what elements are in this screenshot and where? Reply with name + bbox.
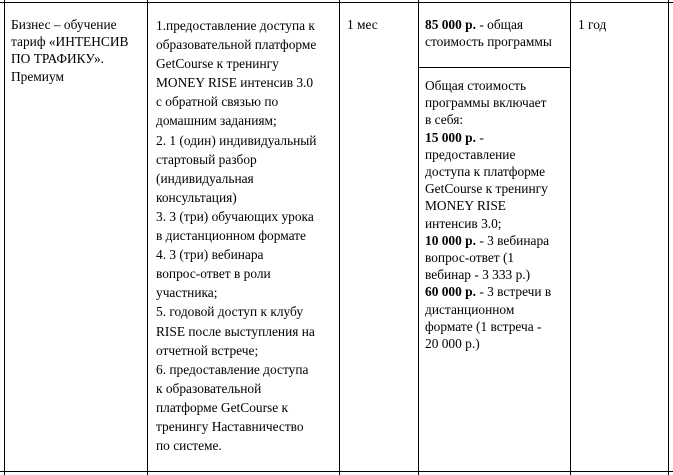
description-line: в дистанционном формате [156, 228, 306, 244]
description-line: 1.предоставление доступа к [156, 18, 315, 33]
description-line: 4. 3 (три) вебинара [156, 247, 264, 263]
total-price-label: - общая [475, 17, 524, 32]
description-line: участника; [156, 285, 218, 301]
breakdown-item-heading [425, 232, 551, 249]
tariff-name-line: Премиум [11, 68, 64, 84]
total-price-cell [425, 16, 552, 50]
tariff-name-line: Бизнес – обучение [11, 17, 117, 32]
table-top-border [0, 2, 673, 3]
duration-cell [347, 16, 378, 33]
description-line: RISE после выступления на [156, 323, 315, 339]
total-price-line [425, 16, 552, 33]
breakdown-item-heading [425, 283, 551, 300]
description-line: (индивидуальная [156, 170, 254, 186]
column-border [339, 0, 340, 475]
breakdown-line: вебинар - 3 333 р.) [425, 267, 531, 283]
breakdown-text: - 3 вебинара [475, 232, 550, 248]
tariff-name-cell [11, 16, 128, 85]
total-price-label-line: стоимость программы [425, 34, 552, 50]
price-breakdown-cell [425, 77, 551, 352]
description-line: с обратной связью по [156, 94, 279, 110]
breakdown-intro-line: программы включает [425, 95, 547, 111]
description-line: отчетной встрече; [156, 342, 259, 358]
tariff-name-line: тариф «ИНТЕНСИВ [11, 34, 129, 50]
description-line: 2. 1 (один) индивидуальный [156, 132, 317, 148]
term-value: 1 год [578, 17, 607, 32]
description-line: консультация) [156, 189, 237, 205]
description-line: стартовый разбор [156, 151, 257, 167]
breakdown-line: дистанционном [425, 301, 515, 317]
breakdown-line: MONEY RISE [425, 198, 506, 214]
breakdown-amount: 15 000 р. [425, 129, 476, 145]
duration-value: 1 мес [347, 17, 378, 32]
breakdown-amount: 60 000 р. [425, 284, 476, 300]
breakdown-text: - 3 встречи в [475, 284, 552, 300]
breakdown-line: 20 000 р.) [425, 336, 480, 352]
column-border [4, 0, 5, 475]
description-line: 6. предоставление доступа [156, 361, 309, 377]
description-line: MONEY RISE интенсив 3.0 [156, 75, 314, 91]
description-line: 3. 3 (три) обучающих урока [156, 208, 314, 224]
total-price-amount: 85 000 р. [425, 17, 476, 32]
term-cell [578, 16, 606, 33]
breakdown-line: интенсив 3.0; [425, 215, 502, 231]
description-line: тренингу Наставничество [156, 418, 304, 434]
tariff-name-line: ПО ТРАФИКУ». [11, 51, 105, 67]
breakdown-amount: 10 000 р. [425, 232, 476, 248]
breakdown-intro-line: Общая стоимость [425, 78, 527, 93]
description-line: по системе. [156, 438, 222, 454]
description-cell [156, 16, 316, 455]
description-line: к образовательной [156, 380, 262, 396]
column-border [418, 0, 419, 475]
price-cell-divider [418, 67, 570, 68]
column-border [147, 0, 148, 475]
column-border [668, 0, 669, 475]
description-line: 5. годовой доступ к клубу [156, 304, 304, 320]
breakdown-line: предоставление [425, 146, 516, 162]
description-line: образовательной платформе [156, 37, 317, 53]
breakdown-text: - [475, 129, 484, 145]
description-line: платформе GetCourse к [156, 399, 289, 415]
breakdown-line: GetCourse к тренингу [425, 181, 548, 197]
breakdown-line: формате (1 встреча - [425, 318, 542, 334]
description-line: GetCourse к тренингу [156, 56, 279, 72]
breakdown-line: вопрос-ответ (1 [425, 250, 515, 266]
description-line: вопрос-ответ в роли [156, 266, 271, 282]
breakdown-line: доступа к платформе [425, 164, 546, 180]
description-line: домашним заданиям; [156, 113, 277, 129]
table-bottom-border [0, 471, 673, 472]
column-border [570, 0, 571, 475]
breakdown-item-heading [425, 129, 551, 146]
breakdown-intro-line: в себя: [425, 112, 464, 128]
